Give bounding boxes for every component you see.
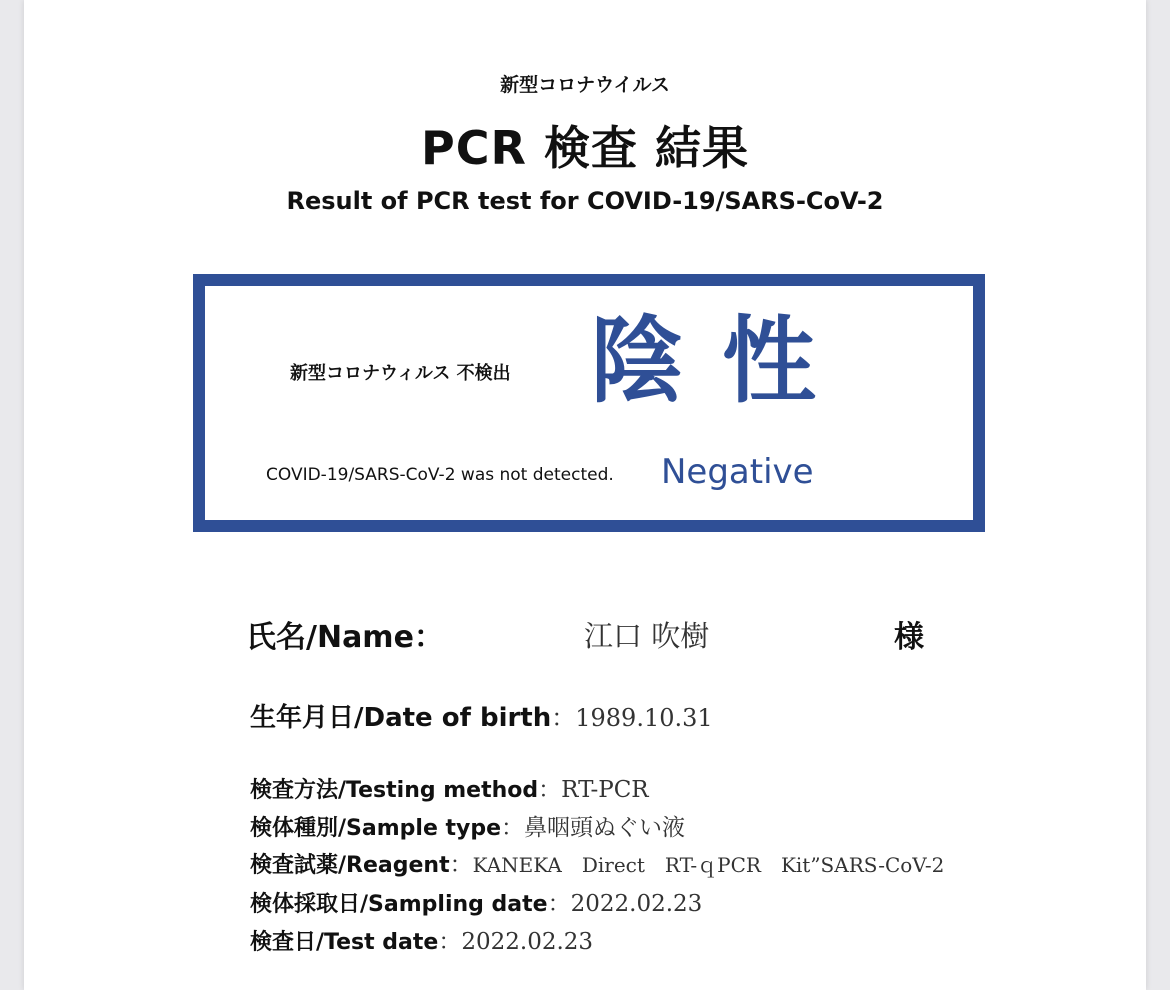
detail-separator: ： — [538, 777, 562, 803]
detail-separator: ： — [449, 852, 473, 878]
detail-label: 検体採取日/Sampling date — [250, 892, 548, 917]
subtitle-jp: 新型コロナウイルス — [500, 74, 670, 96]
dob-label: 生年月日/Date of birth — [250, 703, 552, 733]
detail-separator: ： — [547, 891, 571, 917]
result-label-jp: 新型コロナウィルス 不検出 — [290, 363, 511, 384]
detail-label: 検体種別/Sample type — [250, 816, 502, 841]
detail-value: 2022.02.23 — [461, 929, 594, 955]
detail-row-testing-method — [250, 771, 649, 804]
detail-label: 検査試薬/Reagent — [250, 853, 450, 878]
result-label-en: COVID-19/SARS-CoV-2 was not detected. — [266, 465, 614, 485]
detail-label: 検査方法/Testing method — [250, 778, 539, 803]
detail-row-sampling-date — [250, 885, 702, 918]
detail-row-sample-type — [250, 809, 685, 842]
name-value: 江口 吹樹 — [584, 619, 710, 653]
subtitle-en: Result of PCR test for COVID-19/SARS-CoV-2 — [286, 187, 884, 215]
dob-separator: ： — [551, 704, 576, 732]
detail-value: RT-PCR — [561, 777, 649, 803]
detail-value: 2022.02.23 — [570, 891, 703, 917]
detail-separator: ： — [501, 815, 525, 841]
dob-row — [250, 697, 713, 734]
detail-row-reagent — [250, 846, 944, 879]
detail-label: 検査日/Test date — [250, 930, 439, 955]
name-label: 氏名/Name： — [246, 620, 444, 655]
result-big-jp: 陰性 — [590, 307, 855, 416]
detail-value: KANEKA Direct RT-ｑPCR Kit”SARS-CoV-2 — [472, 853, 945, 877]
dob-value: 1989.10.31 — [575, 704, 713, 732]
detail-row-test-date — [250, 923, 593, 956]
result-box — [193, 274, 985, 532]
document-page — [24, 0, 1146, 990]
name-honorific: 様 — [894, 620, 924, 655]
detail-separator: ： — [438, 929, 462, 955]
result-negative-en: Negative — [661, 452, 814, 492]
page-title: PCR 検査 結果 — [421, 121, 749, 175]
detail-value: 鼻咽頭ぬぐい液 — [524, 815, 686, 841]
